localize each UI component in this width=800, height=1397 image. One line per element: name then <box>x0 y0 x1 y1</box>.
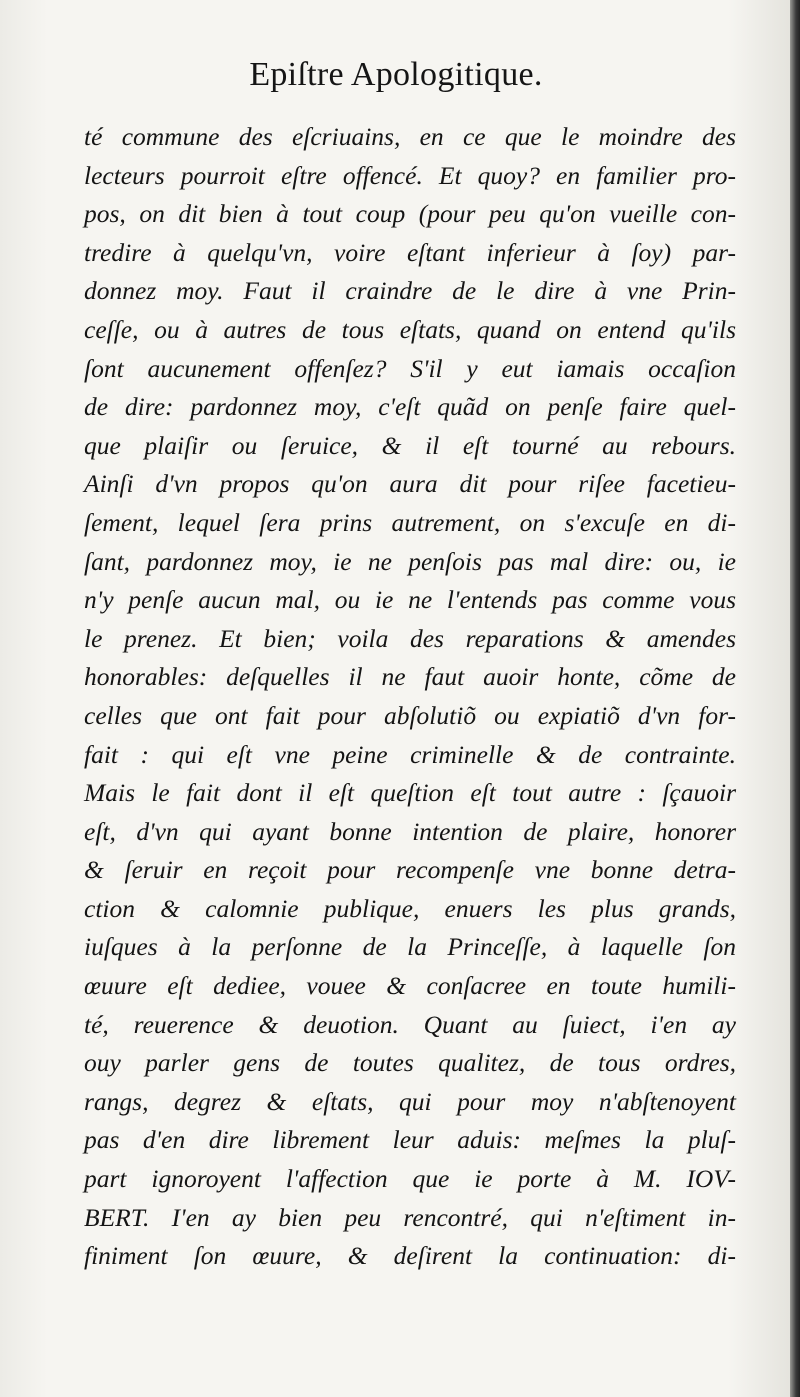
text-line: celles que ont fait pour abſolutiõ ou expiatiõ d'vn for- <box>84 700 736 730</box>
text-line: pas d'en dire librement leur aduis: meſmes la pluſ- <box>84 1125 736 1155</box>
text-line: honorables: deſquelles il ne faut auoir honte, cõme de <box>84 662 736 692</box>
text-line: ſement, lequel ſera prins autrement, on s'excuſe en di- <box>84 507 736 537</box>
text-line: ceſſe, ou à autres de tous eſtats, quand on entend qu'ils <box>84 314 736 344</box>
body-text <box>84 118 736 1276</box>
text-line: ouy parler gens de toutes qualitez, de tous ordres, <box>84 1048 736 1078</box>
text-line: lecteurs pourroit eſtre offencé. Et quoy? en familier pro- <box>84 160 736 190</box>
text-line: n'y penſe aucun mal, ou ie ne l'entends pas comme vous <box>84 585 736 615</box>
page-edge-shadow <box>790 0 800 1397</box>
text-line: iuſques à la perſonne de la Princeſſe, à laquelle ſon <box>84 932 736 962</box>
running-head: Epiſtre Apologitique. <box>249 56 543 93</box>
text-line: ſant, pardonnez moy, ie ne penſois pas mal dire: ou, ie <box>84 546 736 576</box>
text-line: ction & calomnie publique, enuers les plus grands, <box>84 893 736 923</box>
text-line: le prenez. Et bien; voila des reparations & amendes <box>84 623 736 653</box>
text-line: tredire à quelqu'vn, voire eſtant inferieur à ſoy) par- <box>84 237 736 267</box>
text-line: finiment ſon œuure, & deſirent la continuation: di- <box>84 1241 736 1271</box>
text-line: part ignoroyent l'affection que ie porte à M. IOV- <box>84 1164 736 1194</box>
text-line: donnez moy. Faut il craindre de le dire à vne Prin- <box>84 276 736 306</box>
text-line: ſont aucunement offenſez? S'il y eut iamais occaſion <box>84 353 736 383</box>
text-line: de dire: pardonnez moy, c'eſt quãd on penſe faire quel- <box>84 392 736 422</box>
text-line: que plaiſir ou ſeruice, & il eſt tourné au rebours. <box>84 430 736 460</box>
text-line: œuure eſt dediee, vouee & conſacree en toute humili- <box>84 971 736 1001</box>
text-line: pos, on dit bien à tout coup (pour peu qu'on vueille con- <box>84 199 736 229</box>
text-line: eſt, d'vn qui ayant bonne intention de plaire, honorer <box>84 816 736 846</box>
text-line: Ainſi d'vn propos qu'on aura dit pour riſee facetieu- <box>84 469 736 499</box>
text-line: & ſeruir en reçoit pour recompenſe vne bonne detra- <box>84 855 736 885</box>
text-line: Mais le fait dont il eſt queſtion eſt tout autre : ſçauoir <box>84 778 736 808</box>
text-line: fait : qui eſt vne peine criminelle & de contrainte. <box>84 739 736 769</box>
text-line: rangs, degrez & eſtats, qui pour moy n'abſtenoyent <box>84 1086 736 1116</box>
text-line: BERT. I'en ay bien peu rencontré, qui n'eſtiment in- <box>84 1202 736 1232</box>
text-line: té, reuerence & deuotion. Quant au ſuiect, i'en ay <box>84 1009 736 1039</box>
text-line: té commune des eſcriuains, en ce que le moindre des <box>84 122 736 151</box>
